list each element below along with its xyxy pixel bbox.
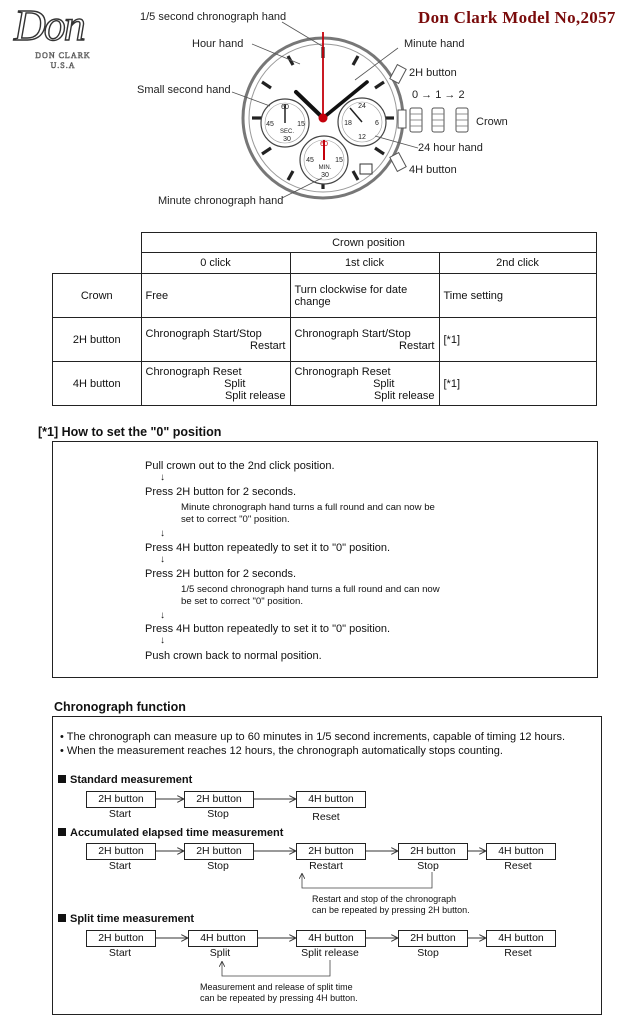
watch-diagram [0, 0, 644, 225]
cell-4h-2: [*1] [439, 362, 596, 406]
chrono-title: Chronograph function [54, 700, 186, 714]
split-step-4-label: Stop [417, 947, 439, 959]
model-title: Don Clark Model No,2057 [418, 8, 616, 27]
label-small-second-hand: Small second hand [137, 84, 231, 96]
sub-bottom-15: 15 [335, 157, 343, 164]
acc-step-3-label: Restart [309, 860, 343, 872]
std-step-1-label: Start [108, 808, 132, 820]
table-row [53, 274, 597, 318]
split-step-5-label: Reset [504, 947, 532, 959]
acc-step-5-label: Reset [504, 860, 532, 872]
zero-note-2: 1/5 second chronograph hand turns a full round and can now be set to correct "0" position. [181, 584, 440, 607]
std-step-2-label: Stop [207, 808, 229, 820]
loop-arrow-icon [302, 872, 432, 888]
crown-position-table [52, 232, 597, 406]
table-row [53, 362, 597, 406]
cell-crown-1: Turn clockwise for date change [290, 274, 439, 318]
label-hour-hand: Hour hand [192, 38, 244, 50]
split-note: Measurement and release of split time can be repeated by pressing 4H button. [200, 982, 358, 1003]
label-crown-positions: 0 → 1 → 2 [412, 89, 465, 101]
sub-bottom-30: 30 [321, 172, 329, 179]
split-step-1-label: Start [108, 947, 132, 959]
zero-setting-box [52, 441, 598, 678]
down-arrow-icon: ↓ [160, 635, 165, 646]
acc-note: Restart and stop of the chronograph can be repeated by pressing 2H button. [312, 894, 470, 915]
sub-bottom-min: MIN. [318, 165, 332, 171]
zero-step-2: Press 2H button for 2 seconds. [145, 486, 297, 498]
sub-left-sec: SEC. [279, 129, 295, 135]
down-arrow-icon: ↓ [160, 610, 165, 621]
label-crown: Crown [476, 116, 508, 128]
down-arrow-icon: ↓ [160, 528, 165, 539]
acc-step-1-button: 2H button [86, 843, 156, 860]
zero-note-1: Minute chronograph hand turns a full round and can now be set to correct "0" position. [181, 502, 435, 525]
label-2h-button: 2H button [409, 67, 457, 79]
acc-step-2-button: 2H button [184, 843, 254, 860]
cell-4h-0: Chronograph Reset Split Split release [141, 362, 290, 406]
sub-right-6: 6 [375, 120, 379, 127]
brand-logo-script: Don [14, 1, 84, 50]
std-step-3-label: Reset [312, 811, 340, 823]
std-step-1-button: 2H button [86, 791, 156, 808]
row-label-4h: 4H button [53, 362, 142, 406]
split-step-3-label: Split release [301, 947, 359, 959]
split-step-2-button: 4H button [188, 930, 258, 947]
cell-2h-1: Chronograph Start/Stop Restart [290, 318, 439, 362]
sub-left-30: 30 [283, 136, 291, 143]
loop-arrow-icon [222, 960, 330, 976]
sub-left-15: 15 [297, 121, 305, 128]
split-step-3-button: 4H button [296, 930, 366, 947]
split-title: Split time measurement [58, 913, 194, 925]
acc-step-4-label: Stop [417, 860, 439, 872]
row-label-crown: Crown [53, 274, 142, 318]
cell-crown-0: Free [141, 274, 290, 318]
table-group-header: Crown position [141, 233, 596, 253]
zero-step-4: Press 2H button for 2 seconds. [145, 568, 297, 580]
label-chrono-second-hand: 1/5 second chronograph hand [140, 11, 287, 23]
sub-bottom-45: 45 [306, 157, 314, 164]
std-step-3-button: 4H button [296, 791, 366, 808]
label-24-hour-hand: 24 hour hand [418, 142, 483, 154]
zero-step-6: Push crown back to normal position. [145, 650, 322, 662]
cell-4h-1: Chronograph Reset Split Split release [290, 362, 439, 406]
acc-step-1-label: Start [108, 860, 132, 872]
split-step-5-button: 4H button [486, 930, 556, 947]
down-arrow-icon: ↓ [160, 472, 165, 483]
acc-step-3-button: 2H button [296, 843, 366, 860]
sub-right-18: 18 [344, 120, 352, 127]
sub-right-12: 12 [358, 134, 366, 141]
table-row [53, 318, 597, 362]
brand-line1: DON CLARK [35, 51, 91, 60]
standard-title: Standard measurement [58, 774, 192, 786]
label-4h-button: 4H button [409, 164, 457, 176]
label-minute-chrono-hand: Minute chronograph hand [158, 195, 284, 207]
std-step-2-button: 2H button [184, 791, 254, 808]
cell-2h-2: [*1] [439, 318, 596, 362]
col-header-1: 1st click [290, 253, 439, 274]
sub-left-60: 60 [281, 104, 289, 111]
cell-2h-0: Chronograph Start/Stop Restart [141, 318, 290, 362]
col-header-2: 2nd click [439, 253, 596, 274]
sub-bottom-60: 60 [320, 141, 328, 148]
zero-step-3: Press 4H button repeatedly to set it to "0" position. [145, 542, 391, 554]
chrono-bullet-1: • The chronograph can measure up to 60 minutes in 1/5 second increments, capable of timing 12 hours. [60, 731, 566, 743]
center-pin [319, 114, 328, 123]
acc-step-4-button: 2H button [398, 843, 468, 860]
col-header-0: 0 click [141, 253, 290, 274]
row-label-2h: 2H button [53, 318, 142, 362]
accumulated-title: Accumulated elapsed time measurement [58, 827, 283, 839]
split-step-1-button: 2H button [86, 930, 156, 947]
brand-line2: U.S.A [50, 61, 76, 70]
flow-arrows [0, 760, 644, 1000]
sub-right-24: 24 [358, 103, 366, 110]
cell-crown-2: Time setting [439, 274, 596, 318]
down-arrow-icon: ↓ [160, 554, 165, 565]
crown-shape [398, 110, 406, 128]
split-step-2-label: Split [209, 947, 231, 959]
zero-step-1: Pull crown out to the 2nd click position. [145, 460, 335, 472]
sub-left-45: 45 [266, 121, 274, 128]
zero-setting-title: [*1] How to set the "0" position [38, 425, 222, 439]
zero-step-5: Press 4H button repeatedly to set it to "0" position. [145, 623, 391, 635]
label-minute-hand: Minute hand [404, 38, 465, 50]
acc-step-5-button: 4H button [486, 843, 556, 860]
date-window [360, 164, 372, 174]
acc-step-2-label: Stop [207, 860, 229, 872]
split-step-4-button: 2H button [398, 930, 468, 947]
chrono-bullet-2: • When the measurement reaches 12 hours, the chronograph automatically stops counting. [60, 745, 503, 757]
